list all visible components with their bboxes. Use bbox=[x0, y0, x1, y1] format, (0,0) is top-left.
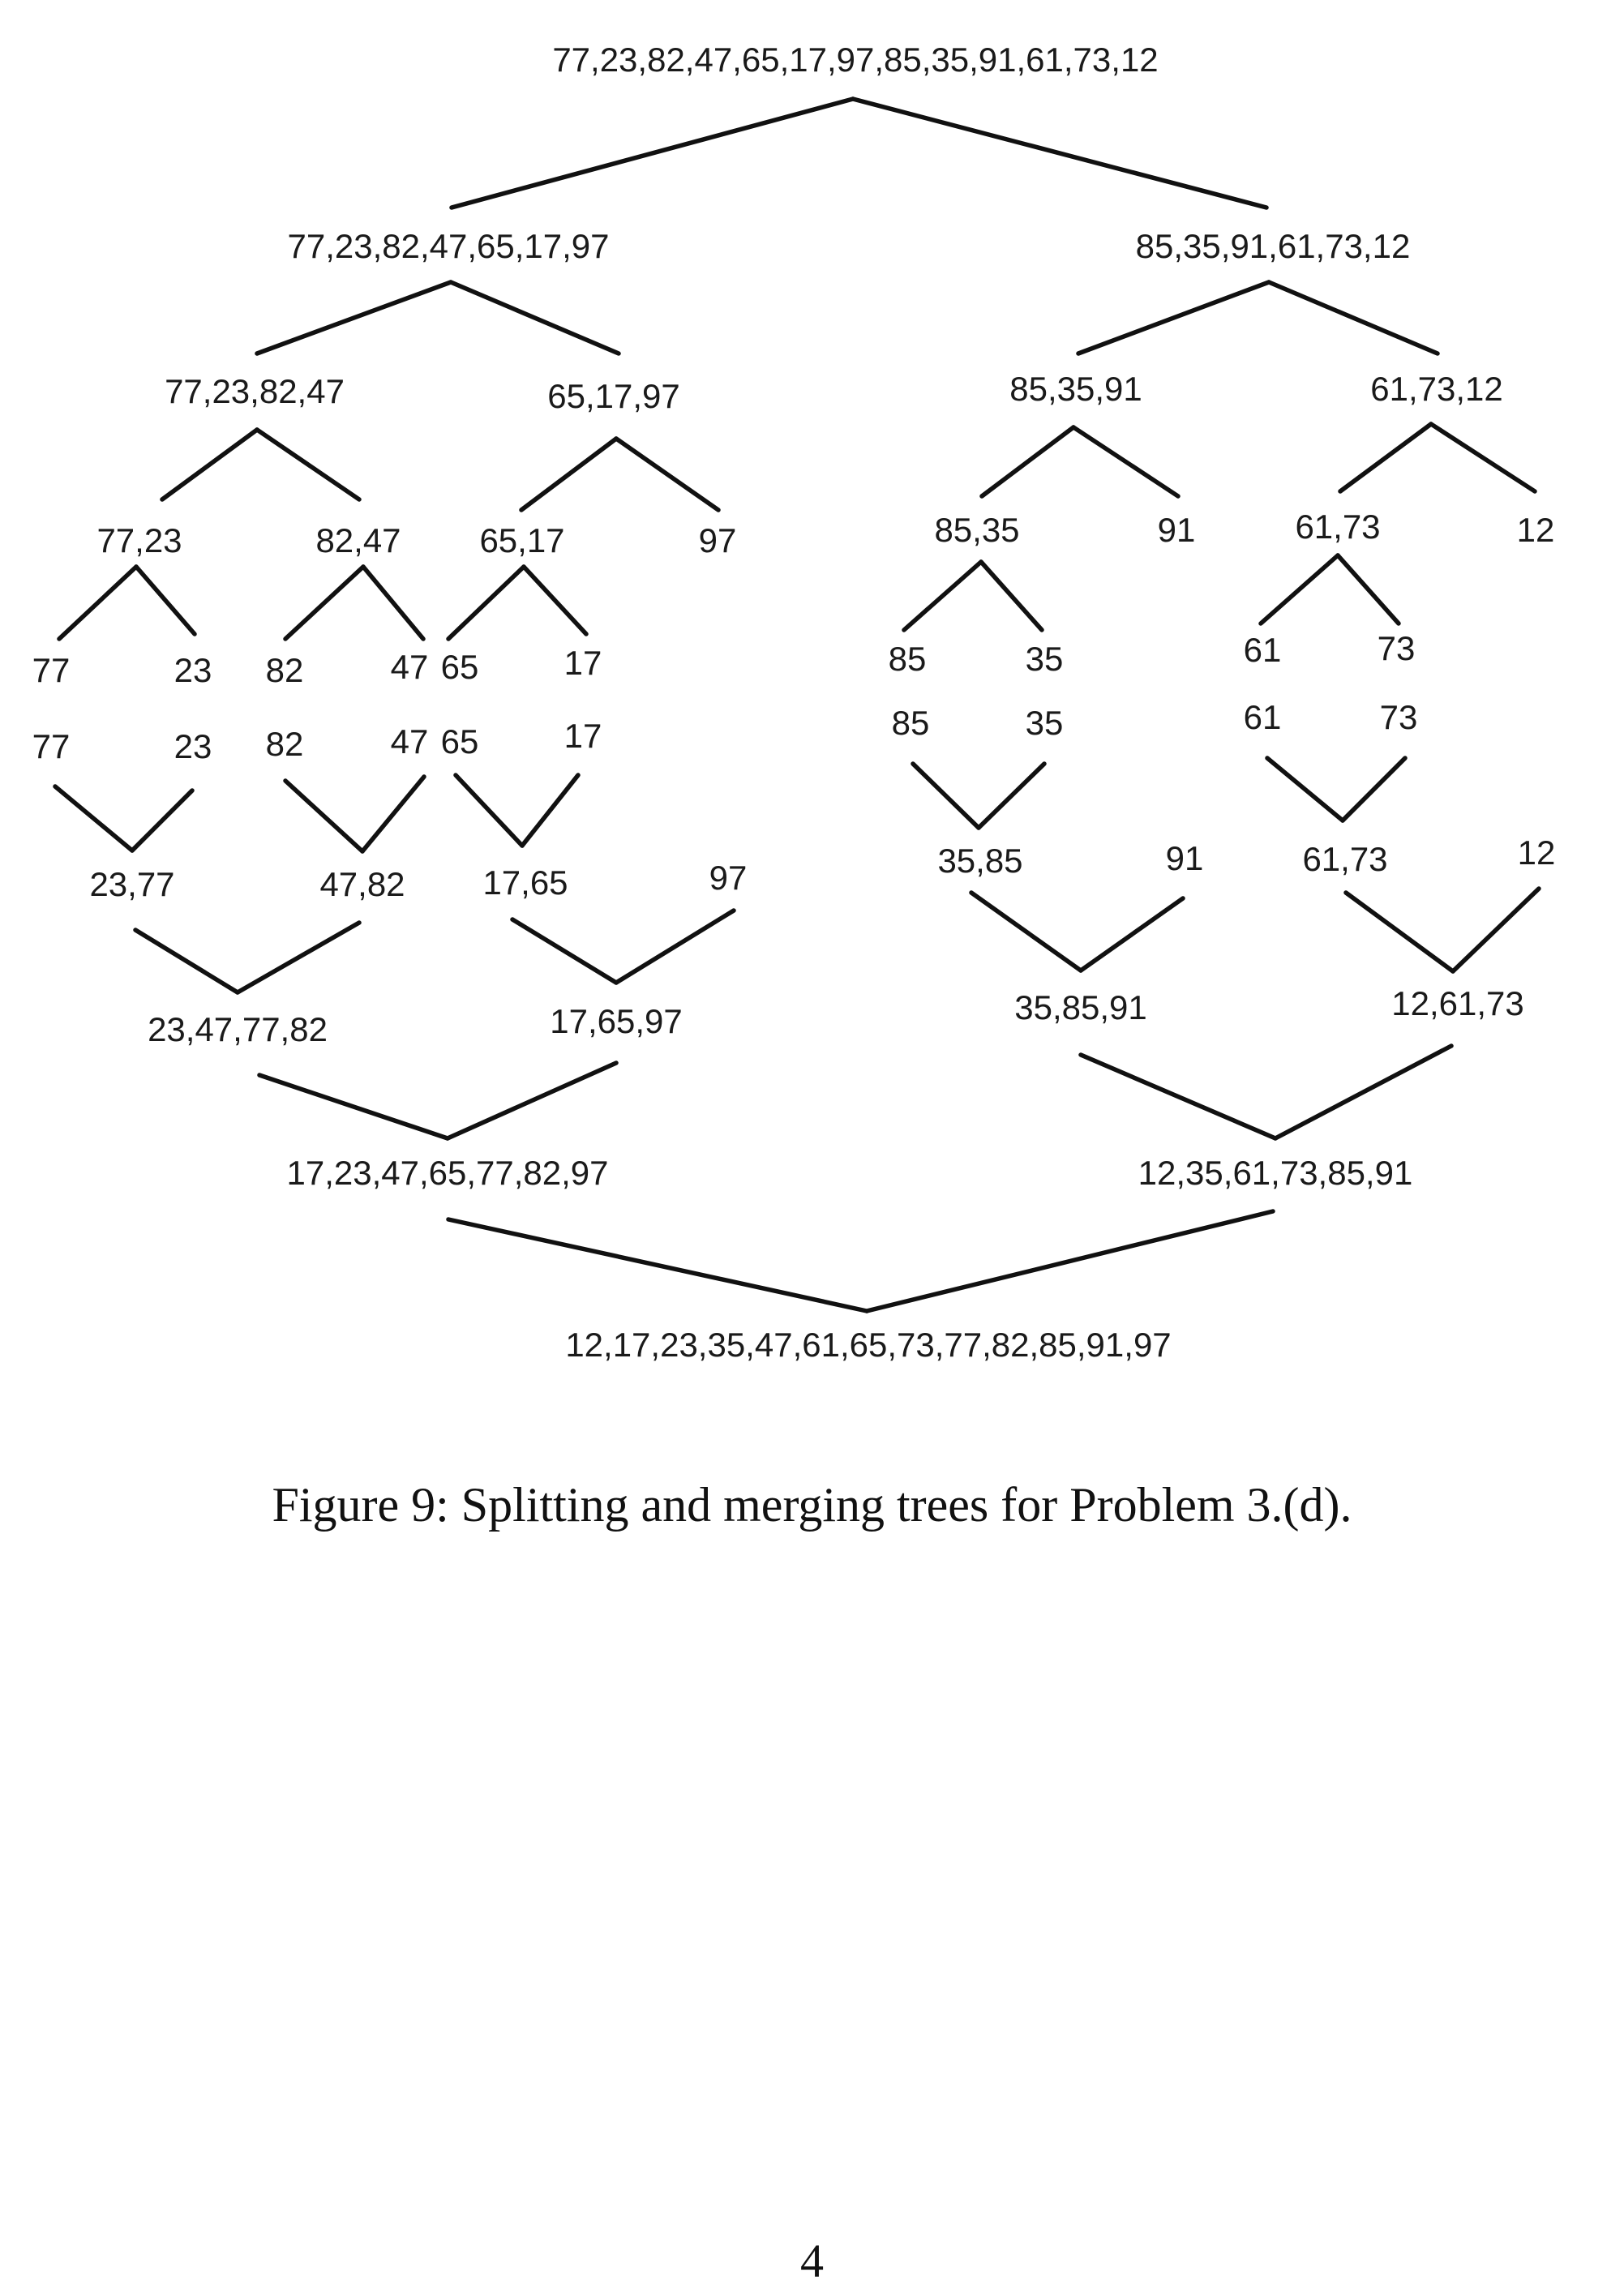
merge-edge bbox=[1346, 893, 1453, 971]
split-edge bbox=[616, 439, 718, 510]
merge-edge bbox=[1453, 889, 1539, 971]
split-level2-node: 77,23,82,47 bbox=[165, 372, 345, 410]
split-leaf: 35 bbox=[1025, 640, 1064, 678]
split-edge bbox=[521, 439, 616, 510]
merge-leaf: 23 bbox=[174, 727, 212, 765]
split-edge bbox=[904, 562, 981, 630]
split-edge bbox=[1269, 282, 1438, 353]
split-edge bbox=[1261, 555, 1338, 623]
split-edge bbox=[363, 567, 423, 639]
merging-tree bbox=[32, 698, 1556, 1364]
merge-leaf: 77 bbox=[32, 727, 71, 765]
split-edge bbox=[257, 430, 359, 499]
split-edge bbox=[1338, 555, 1399, 623]
split-edge bbox=[853, 99, 1266, 208]
split-edge bbox=[285, 567, 363, 639]
split-level3-node: 82,47 bbox=[315, 521, 401, 559]
merge-edge bbox=[522, 775, 578, 846]
split-edge bbox=[162, 430, 257, 499]
merge-level1-node: 61,73 bbox=[1302, 840, 1388, 878]
split-root: 77,23,82,47,65,17,97,85,35,91,61,73,12 bbox=[552, 41, 1159, 79]
split-edge bbox=[1340, 424, 1431, 491]
merge-level1-node: 47,82 bbox=[319, 865, 405, 903]
split-level2-node: 61,73,12 bbox=[1370, 370, 1503, 408]
split-edge bbox=[524, 567, 586, 634]
merge-level1-node: 91 bbox=[1165, 839, 1204, 877]
page-number: 4 bbox=[800, 2234, 824, 2287]
merge-edge bbox=[448, 1063, 616, 1138]
split-level3-node: 85,35 bbox=[934, 511, 1020, 549]
merge-level3-node: 12,35,61,73,85,91 bbox=[1138, 1154, 1413, 1192]
merge-leaf: 65 bbox=[440, 722, 479, 761]
merge-level2-node: 23,47,77,82 bbox=[148, 1010, 328, 1048]
merge-edge bbox=[238, 923, 359, 992]
split-level2-node: 65,17,97 bbox=[547, 377, 680, 415]
split-level3-node: 65,17 bbox=[479, 521, 565, 559]
merge-edge bbox=[1343, 758, 1405, 821]
split-level3-node: 77,23 bbox=[96, 521, 182, 559]
merge-edge bbox=[1275, 1046, 1451, 1138]
split-edge bbox=[448, 567, 524, 639]
merge-level1-node: 12 bbox=[1517, 833, 1556, 872]
split-edge bbox=[136, 567, 195, 634]
split-edge bbox=[1073, 427, 1178, 496]
split-leaf: 82 bbox=[265, 651, 304, 689]
split-level1-left: 77,23,82,47,65,17,97 bbox=[287, 227, 610, 265]
merge-edge bbox=[1081, 898, 1183, 970]
merge-level3-node: 17,23,47,65,77,82,97 bbox=[286, 1154, 609, 1192]
merge-edge bbox=[132, 791, 192, 851]
merge-edge bbox=[616, 910, 734, 983]
merge-leaf: 61 bbox=[1243, 698, 1282, 736]
merge-edge bbox=[913, 764, 979, 828]
splitting-tree bbox=[32, 41, 1555, 689]
split-edge bbox=[1078, 282, 1269, 353]
split-leaf: 77 bbox=[32, 651, 71, 689]
split-leaf: 85 bbox=[888, 640, 927, 678]
merge-leaf: 85 bbox=[891, 704, 930, 742]
merge-edge bbox=[362, 777, 424, 851]
figure-caption: Figure 9: Splitting and merging trees for Problem 3.(d). bbox=[272, 1478, 1352, 1532]
split-leaf: 65 bbox=[440, 648, 479, 686]
merge-edge bbox=[259, 1075, 448, 1138]
split-level3-node: 12 bbox=[1516, 511, 1555, 549]
merge-result: 12,17,23,35,47,61,65,73,77,82,85,91,97 bbox=[565, 1326, 1172, 1364]
split-edge bbox=[451, 282, 619, 353]
merge-level1-node: 35,85 bbox=[937, 842, 1023, 880]
split-leaf: 17 bbox=[563, 644, 602, 682]
split-edge bbox=[59, 567, 136, 639]
split-edge bbox=[1431, 424, 1535, 491]
merge-edge bbox=[1081, 1055, 1275, 1138]
merge-edge bbox=[456, 775, 522, 846]
merge-leaf: 17 bbox=[563, 717, 602, 755]
merge-edge bbox=[512, 919, 616, 983]
split-leaf: 73 bbox=[1377, 629, 1416, 667]
merge-leaf: 35 bbox=[1025, 704, 1064, 742]
split-level3-node: 61,73 bbox=[1295, 508, 1381, 546]
merge-level1-node: 23,77 bbox=[89, 865, 175, 903]
split-leaf: 23 bbox=[174, 651, 212, 689]
merge-edge bbox=[971, 893, 1081, 970]
split-edge bbox=[982, 427, 1073, 496]
merge-leaf: 73 bbox=[1379, 698, 1418, 736]
merge-level2-node: 12,61,73 bbox=[1391, 984, 1524, 1022]
merge-edge bbox=[285, 781, 362, 851]
split-leaf: 61 bbox=[1243, 631, 1282, 669]
split-level3-node: 97 bbox=[698, 521, 737, 559]
split-edge bbox=[452, 99, 853, 208]
split-level2-node: 85,35,91 bbox=[1009, 370, 1142, 408]
merge-level1-node: 17,65 bbox=[482, 863, 568, 902]
merge-leaf: 47 bbox=[390, 722, 429, 761]
merge-leaf: 82 bbox=[265, 725, 304, 763]
merge-edge bbox=[55, 786, 132, 851]
merge-level1-node: 97 bbox=[709, 859, 748, 897]
merge-level2-node: 35,85,91 bbox=[1014, 988, 1147, 1026]
split-level1-right: 85,35,91,61,73,12 bbox=[1135, 227, 1411, 265]
merge-edge bbox=[135, 930, 238, 992]
split-level3-node: 91 bbox=[1157, 511, 1196, 549]
merge-edge bbox=[979, 764, 1044, 828]
merge-edge bbox=[448, 1219, 867, 1311]
merge-edge bbox=[1267, 758, 1343, 821]
split-edge bbox=[257, 282, 451, 353]
split-leaf: 47 bbox=[390, 648, 429, 686]
split-edge bbox=[981, 562, 1042, 630]
merge-edge bbox=[867, 1211, 1273, 1311]
merge-level2-node: 17,65,97 bbox=[550, 1002, 683, 1040]
